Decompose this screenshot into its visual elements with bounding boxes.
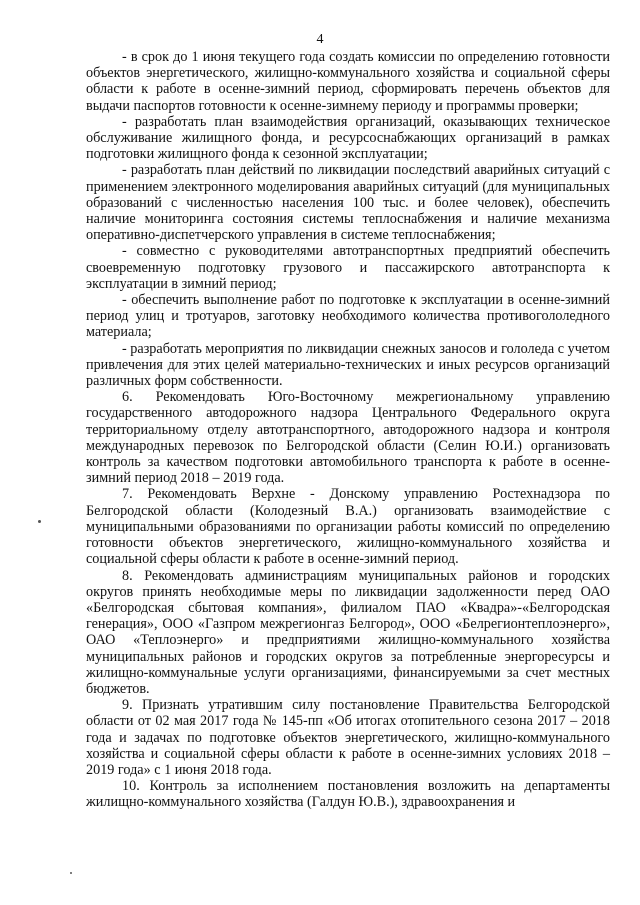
paragraph-interaction-plan: - разработать план взаимодействия организаций, оказывающих техническое обслуживание жилищного фонда, и ресурсоснабжающих организаций в рамках подготовки жилищного фонда к сезонной эксплуатации; (86, 113, 610, 163)
paragraph-item-10: 10. Контроль за исполнением постановления возложить на департаменты жилищно-коммунального хозяйства (Галдун Ю.В.), здравоохранения и (86, 778, 610, 811)
document-body (86, 49, 610, 811)
paragraph-commission: - в срок до 1 июня текущего года создать комиссии по определению готовности объектов энергетического, жилищно-коммунального хозяйства и социальной сферы области к работе в осенне-зимний период, сформировать перечень объектов для выдачи паспортов готовности к осенне-зимнему периоду и программы проверки; (86, 49, 610, 114)
paragraph-transport: - совместно с руководителями автотранспортных предприятий обеспечить своевременную подготовку грузового и пассажирского автотранспорта к эксплуатации в зимний период; (86, 243, 610, 292)
paragraph-item-7: 7. Рекомендовать Верхне - Донскому управлению Ростехнадзора по Белгородской области (Колодезный В.А.) организовать взаимодействие с муниципальными образованиями по организации работы комиссий по определению готовности объектов энергетического, жилищно-коммунального хозяйства и социальной сферы области к работе в осенне-зимний период. (86, 486, 610, 568)
scan-speck (38, 520, 41, 523)
page-number: 4 (316, 32, 324, 47)
paragraph-snow: - разработать мероприятия по ликвидации снежных заносов и гололеда с учетом привлечения для этих целей материально-технических и иных ресурсов организаций различных форм собственности. (86, 340, 610, 390)
scan-speck (70, 872, 72, 874)
paragraph-emergency-plan: - разработать план действий по ликвидации последствий аварийных ситуаций с применением электронного моделирования аварийных ситуаций (для муниципальных образований с численностью населения 100 тыс. и более человек), обеспечить наличие мониторинга состояния системы теплоснабжения и наличие механизма оперативно-диспетчерского управления в системе теплоснабжения; (86, 162, 610, 244)
paragraph-streets: - обеспечить выполнение работ по подготовке к эксплуатации в осенне-зимний период улиц и тротуаров, заготовку необходимого количества противогололедного материала; (86, 292, 610, 341)
paragraph-item-6: 6. Рекомендовать Юго-Восточному межрегиональному управлению государственного автодорожного надзора Центрального Федерального округа территориальному отделу автотранспортного, автодорожного надзора и контроля международных перевозок по Белгородской области (Селин Ю.И.) организовать контроль за качеством подготовки автомобильного транспорта к работе в осенне-зимний период 2018 – 2019 года. (86, 389, 610, 487)
paragraph-item-8: 8. Рекомендовать администрациям муниципальных районов и городских округов принять необходимые меры по ликвидации задолженности перед ОАО «Белгородская сбытовая компания», филиалом ПАО «Квадра»-«Белгородская генерация», ООО «Газпром межрегионгаз Белгород», ООО «Белрегионтеплоэнерго», ОАО «Теплоэнерго» и предприятиями жилищно-коммунального хозяйства муниципальных районов и городских округов за потребленные энергоресурсы и жилищно-коммунальные услуги организациями, финансируемыми за счет местных бюджетов. (86, 567, 610, 697)
paragraph-item-9: 9. Признать утратившим силу постановление Правительства Белгородской области от 02 мая 2017 года № 145-пп «Об итогах отопительного сезона 2017 – 2018 года и задачах по подготовке объектов энергетического, жилищно-коммунального хозяйства и социальной сферы области к работе в осенне-зимних условиях 2018 – 2019 года» с 1 июня 2018 года. (86, 697, 610, 778)
